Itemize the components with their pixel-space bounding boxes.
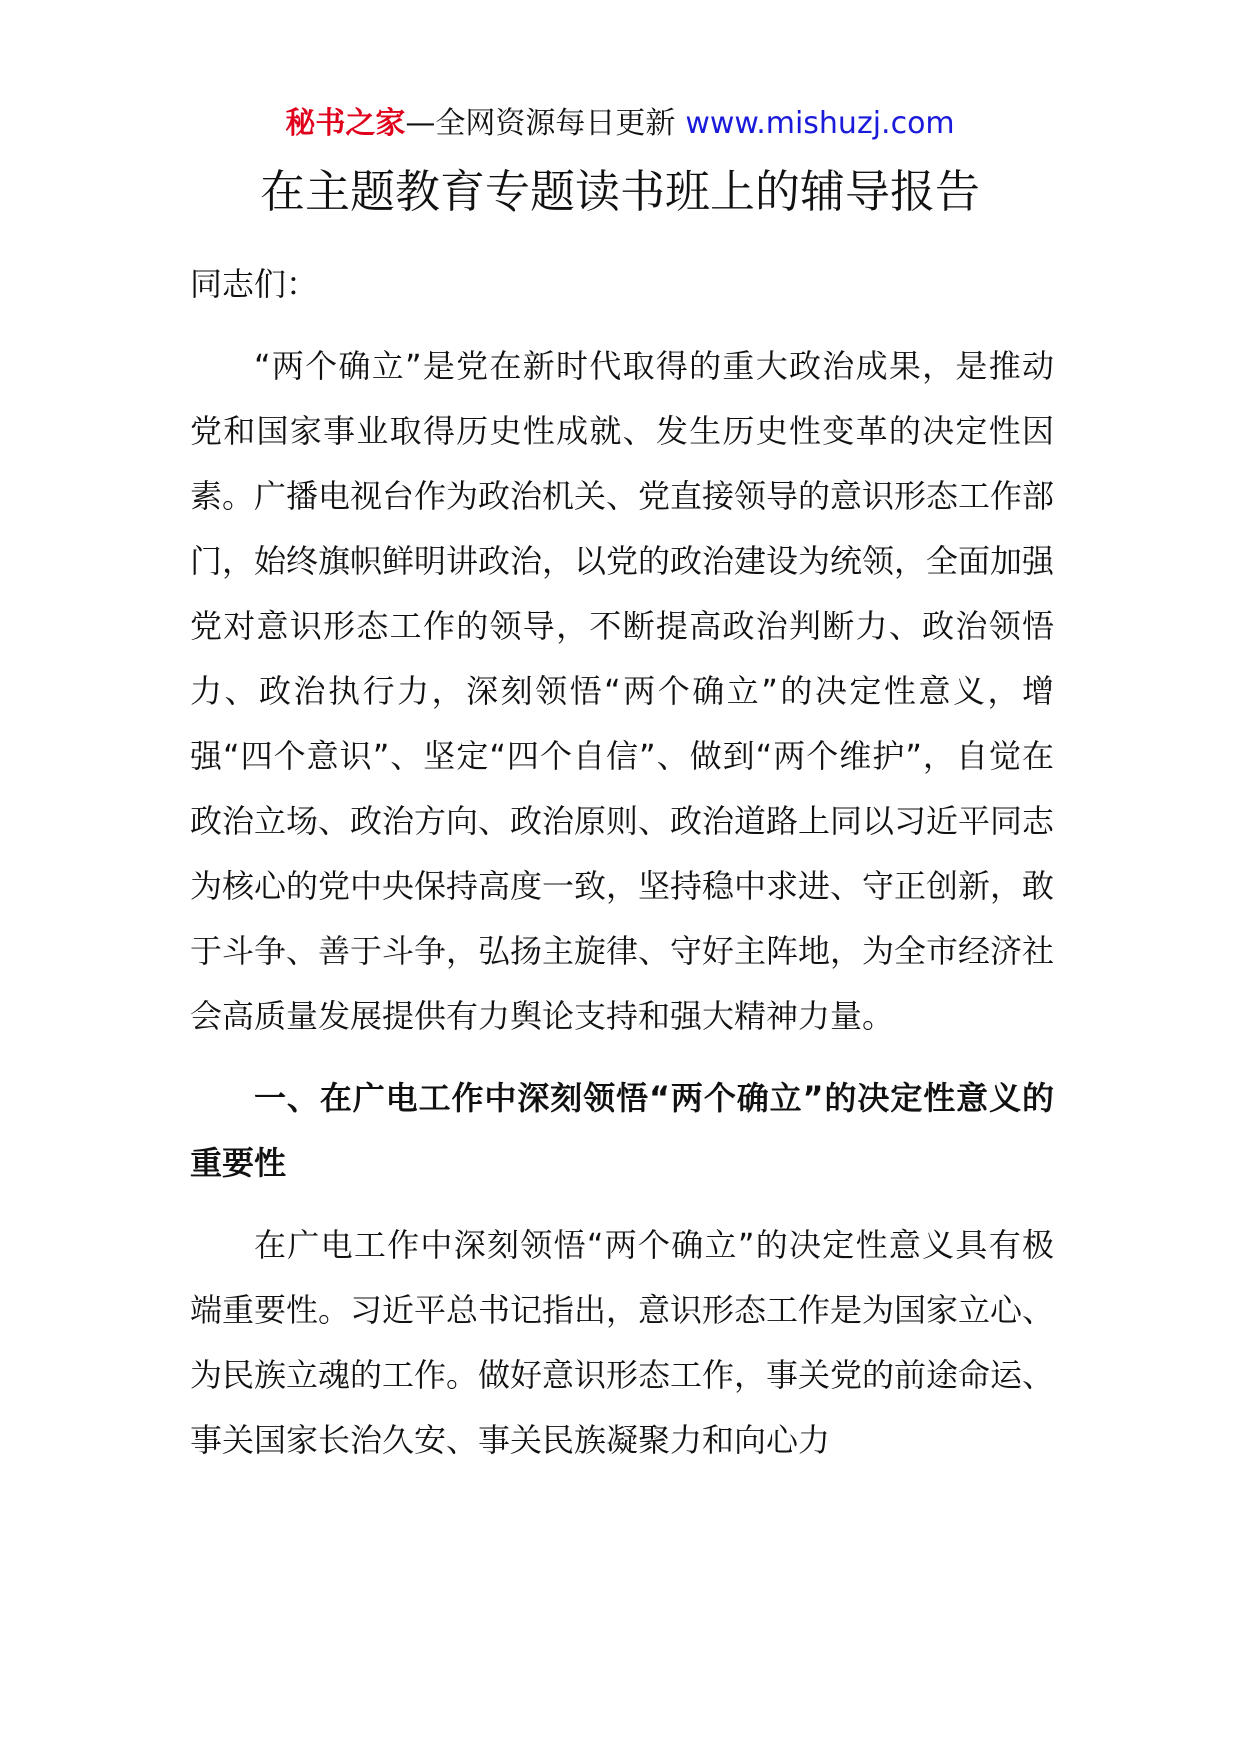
paragraph-intro: “两个确立”是党在新时代取得的重大政治成果，是推动党和国家事业取得历史性成就、发生历史性变革的决定性因素。广播电视台作为政治机关、党直接领导的意识形态工作部门，始终旗帜鲜明讲政治，以党的政治建设为统领，全面加强党对意识形态工作的领导，不断提高政治判断力、政治领悟力、政治执行力，深刻领悟“两个确立”的决定性意义，增强“四个意识”、坚定“四个自信”、做到“两个维护”，自觉在政治立场、政治方向、政治原则、政治道路上同以习近平同志为核心的党中央保持高度一致，坚持稳中求进、守正创新，敢于斗争、善于斗争，弘扬主旋律、守好主阵地，为全市经济社会高质量发展提供有力舆论支持和强大精神力量。 [190, 347, 1055, 1035]
section-heading-1: 一、在广电工作中深刻领悟“两个确立”的决定性意义的重要性 [190, 1079, 1054, 1182]
document-body [190, 252, 1054, 1473]
site-header [0, 104, 1240, 144]
site-slogan: —全网资源每日更新 [405, 106, 676, 141]
site-brand: 秘书之家 [285, 106, 406, 141]
paragraph-section-1: 在广电工作中深刻领悟“两个确立”的决定性意义具有极端重要性。习近平总书记指出，意识形态工作是为国家立心、为民族立魂的工作。做好意识形态工作，事关党的前途命运、事关国家长治久安、事关民族凝聚力和向心力 [190, 1226, 1055, 1459]
site-url: www.mishuzj.com [685, 106, 955, 141]
salutation: 同志们： [190, 265, 319, 303]
document-title: 在主题教育专题读书班上的辅导报告 [259, 165, 980, 218]
